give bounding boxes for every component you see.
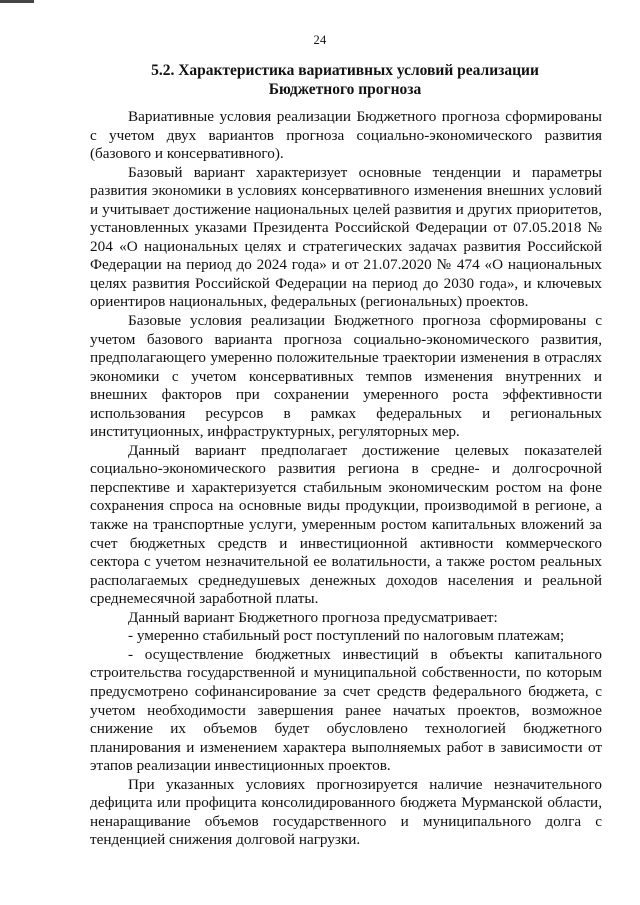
paragraph-variants-intro: Вариативные условия реализации Бюджетного прогноза сформированы с учетом двух вариантов прогноза социально-экономического развития (базового и консервативного). [90, 108, 602, 163]
paragraph-base-variant: Базовый вариант характеризует основные тенденции и параметры развития экономики в условиях консервативного изменения внешних условий и учитывает достижение национальных целей развития и других приоритетов, установленных указами Президента Российской Федерации от 07.05.2018 № 204 «О национальных целях и стратегических задачах развития Российской Федерации на период до 2024 года» и от 21.07.2020 № 474 «О национальных целях развития Российской Федерации на период до 2030 года», и ключевых ориентиров национальных, федеральных (региональных) проектов. [90, 163, 602, 311]
section-title-line-1: 5.2. Характеристика вариативных условий реализации [151, 62, 539, 79]
paragraph-forecast-provides: Данный вариант Бюджетного прогноза предусматривает: [128, 608, 498, 626]
scan-edge-mark [0, 0, 34, 3]
body-text [90, 108, 602, 850]
section-title-line-2: Бюджетного прогноза [268, 80, 422, 98]
list-item-budget-investments: - осуществление бюджетных инвестиций в объекты капитального строительства государственной и муниципальной собственности, по которым предусмотрено софинансирование за счет средств федерального бюджета, с учетом необходимости завершения ранее начатых проектов, возможное снижение их объемов будет обусловлено технологией бюджетного планирования и изменением характера выполняемых работ в зависимости от этапов реализации инвестиционных проектов. [90, 645, 602, 775]
list-item-tax-revenue: - умеренно стабильный рост поступлений по налоговым платежам; [128, 627, 565, 645]
page-number: 24 [313, 33, 327, 47]
section-title [90, 62, 600, 99]
paragraph-variant-targets: Данный вариант предполагает достижение целевых показателей социально-экономического развития региона в средне- и долгосрочной перспективе и характеризуется стабильным экономическим ростом на фоне сохранения спроса на основные виды продукции, производимой в регионе, а также на транспортные услуги, умеренным ростом капитальных вложений за счет бюджетных средств и инвестиционной активности коммерческого сектора с учетом незначительной ее волатильности, а также ростом реальных располагаемых среднедушевых денежных доходов населения и реальной среднемесячной заработной платы. [90, 441, 602, 608]
paragraph-base-conditions: Базовые условия реализации Бюджетного прогноза сформированы с учетом базового варианта прогноза социально-экономического развития, предполагающего умеренно положительные траектории изменения в отраслях экономики с учетом консервативных темпов изменения внутренних и внешних факторов при сохранении умеренного роста эффективности использования ресурсов в рамках федеральных и региональных институционных, инфраструктурных, регуляторных мер. [90, 312, 602, 441]
paragraph-deficit-outlook: При указанных условиях прогнозируется наличие незначительного дефицита или профицита консолидированного бюджета Мурманской области, ненаращивание объемов государственного и муниципального долга с тенденцией снижения долговой нагрузки. [90, 775, 602, 849]
